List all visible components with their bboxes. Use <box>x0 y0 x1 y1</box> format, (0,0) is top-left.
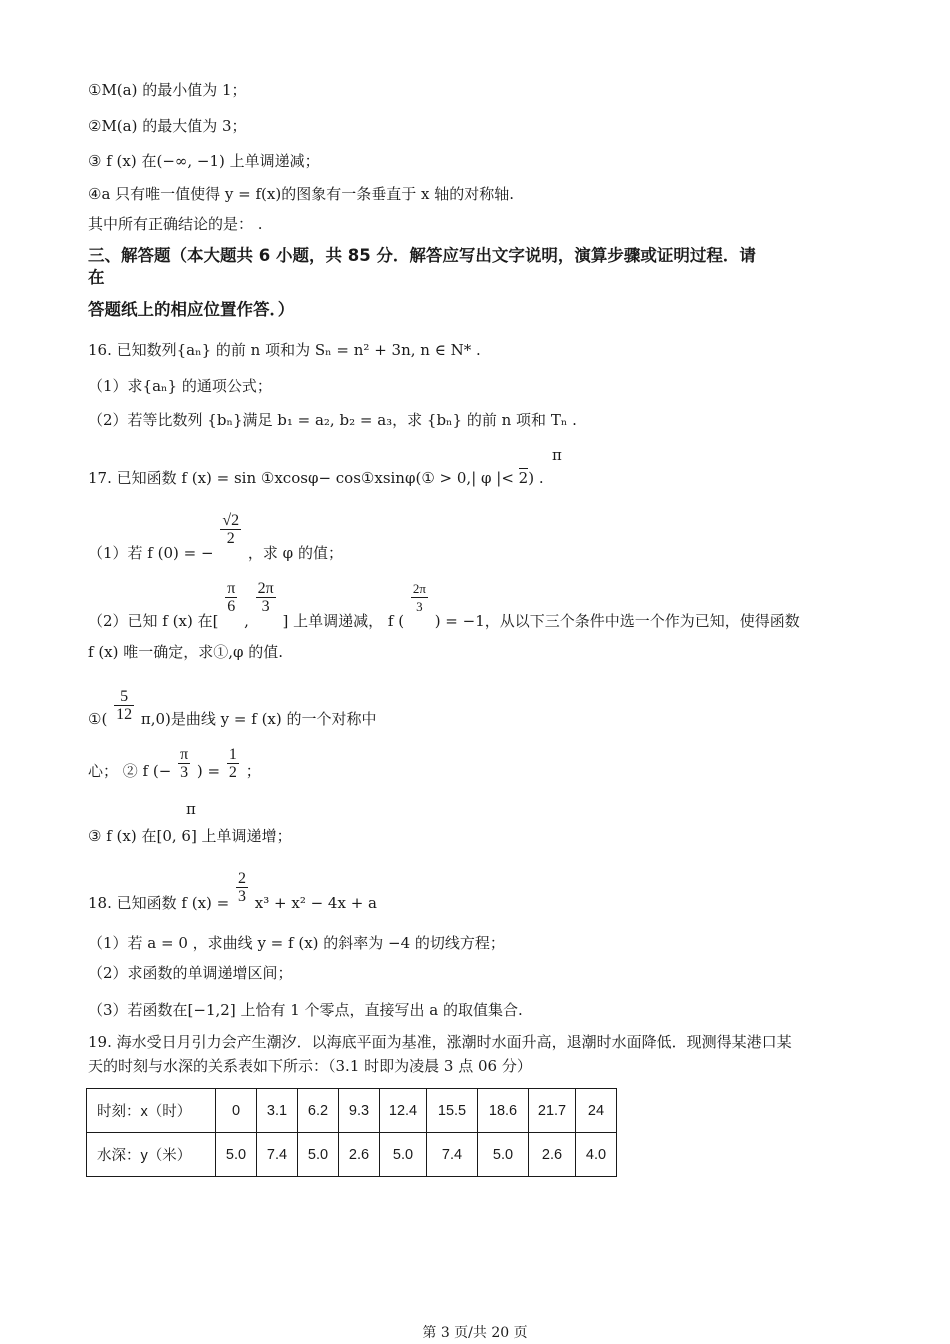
q17-c1-pre: ①( <box>88 709 108 728</box>
q16-part1: （1）求{aₙ} 的通项公式； <box>88 377 272 395</box>
page-footer: 第 3 页/共 20 页 <box>422 1325 528 1341</box>
table-cell: 4.0 <box>576 1133 617 1177</box>
q17-stem-end: ) . <box>528 469 544 487</box>
table-row <box>87 1089 617 1133</box>
table-cell: 2.6 <box>339 1133 380 1177</box>
q17-p2-sep: , <box>244 611 249 630</box>
table-cell: 7.4 <box>427 1133 478 1177</box>
q18-fraction <box>236 870 248 905</box>
q19-stem-line2: 天的时刻与水深的关系表如下所示：（3.1 时即为凌晨 3 点 06 分） <box>88 1057 532 1075</box>
q19-stem-line1: 19. 海水受日月引力会产生潮汐．以海底平面为基准，涨潮时水面升高，退潮时水面降低．现测得某港口某 <box>88 1033 792 1051</box>
q17-part2 <box>88 580 800 630</box>
q17-c2-den: 3 <box>180 764 189 781</box>
q17-p1-pre: （1）若 f (0) = − <box>88 543 214 562</box>
q17-c2-fraction <box>178 746 190 781</box>
table-cell: 6.2 <box>298 1089 339 1133</box>
statement-3: ③ f (x) 在(−∞, −1) 上单调递减； <box>88 152 320 170</box>
q17-p2-b-num: 2π <box>257 580 274 597</box>
q17-p2-a-num: π <box>227 580 236 597</box>
q17-c2-rnum: 1 <box>228 746 237 763</box>
q18-part2: （2）求函数的单调递增区间； <box>88 964 293 982</box>
table-header-depth: 水深：y（米） <box>87 1133 216 1177</box>
q16-stem: 16. 已知数列{aₙ} 的前 n 项和为 Sₙ = n² + 3n, n ∈ N* . <box>88 341 481 359</box>
table-cell: 24 <box>576 1089 617 1133</box>
section-heading-line2: 在 <box>88 268 105 287</box>
q16-part2: （2）若等比数列 {bₙ}满足 b₁ = a₂, b₂ = a₃，求 {bₙ} 的前 n 项和 Tₙ . <box>88 411 577 429</box>
q17-part1 <box>88 512 343 562</box>
q17-p2-frac-c <box>411 580 428 615</box>
q17-c2-mid: ) = <box>196 761 221 780</box>
q17-condition1 <box>88 688 377 732</box>
q17-p2-frac-a <box>225 580 237 615</box>
section-heading-line1: 三、解答题（本大题共 6 小题，共 85 分．解答应写出文字说明，演算步骤或证明过程．请 <box>88 246 756 265</box>
q17-p1-den: 2 <box>226 530 235 547</box>
table-cell: 5.0 <box>380 1133 427 1177</box>
q17-pi-numerator: π <box>552 446 562 464</box>
q17-p2-a-den: 6 <box>227 598 236 615</box>
q17-p2-end: ) = −1，从以下三个条件中选一个作为已知，使得函数 <box>434 611 800 630</box>
table-cell: 12.4 <box>380 1089 427 1133</box>
table-cell: 3.1 <box>257 1089 298 1133</box>
tide-table <box>86 1088 617 1177</box>
q17-p2-mid: ] 上单调递减， f ( <box>282 611 405 630</box>
table-cell: 2.6 <box>529 1133 576 1177</box>
q17-c2-rden: 2 <box>228 764 237 781</box>
q17-c1-den: 12 <box>116 706 133 723</box>
q17-stem-text: 17. 已知函数 f (x) = sin ①xcosφ− cos①xsinφ(① > 0,| φ |< <box>88 469 519 487</box>
table-cell: 5.0 <box>298 1133 339 1177</box>
q17-c2-end: ； <box>245 761 261 780</box>
q17-stem-denominator: 2 <box>518 469 529 487</box>
table-cell: 7.4 <box>257 1133 298 1177</box>
q18-stem-post: x³ + x² − 4x + a <box>254 893 377 912</box>
table-cell: 9.3 <box>339 1089 380 1133</box>
table-cell: 5.0 <box>216 1133 257 1177</box>
q17-p2-frac-b <box>256 580 276 615</box>
table-cell: 5.0 <box>478 1133 529 1177</box>
q17-c2-num: π <box>180 746 189 763</box>
q17-condition2 <box>88 746 261 790</box>
table-cell: 21.7 <box>529 1089 576 1133</box>
q17-c1-num: 5 <box>114 688 134 706</box>
statement-4: ④a 只有唯一值使得 y = f(x)的图象有一条垂直于 x 轴的对称轴. <box>88 185 514 203</box>
table-header-time: 时刻：x（时） <box>87 1089 216 1133</box>
q17-part2-line2: f (x) 唯一确定，求①,φ 的值. <box>88 643 284 661</box>
q18-den: 3 <box>238 888 246 905</box>
q17-c2-pre: 心； ② f (− <box>88 761 172 780</box>
q18-part3: （3）若函数在[−1,2] 上恰有 1 个零点，直接写出 a 的取值集合. <box>88 1001 523 1019</box>
q17-p2-c-den: 3 <box>416 599 423 614</box>
q17-c2-result-fraction <box>227 746 239 781</box>
q17-p2-pre: （2）已知 f (x) 在[ <box>88 611 219 630</box>
q17-c1-post: π,0)是曲线 y = f (x) 的一个对称中 <box>140 709 377 728</box>
q17-p2-b-den: 3 <box>261 598 270 615</box>
q17-stem <box>88 468 544 488</box>
statement-2: ②M(a) 的最大值为 3； <box>88 117 247 135</box>
section-heading-line3: 答题纸上的相应位置作答．） <box>88 300 295 319</box>
q17-p1-post: ，求 φ 的值； <box>247 543 343 562</box>
answer-blank-line: 其中所有正确结论的是： . <box>88 215 263 233</box>
q18-stem <box>88 870 377 914</box>
q17-p2-c-num: 2π <box>412 581 426 596</box>
q18-num: 2 <box>238 870 246 887</box>
statement-1: ①M(a) 的最小值为 1； <box>88 81 247 99</box>
table-cell: 0 <box>216 1089 257 1133</box>
table-cell: 18.6 <box>478 1089 529 1133</box>
q17-condition3: ③ f (x) 在[0, 6] 上单调递增； <box>88 827 292 845</box>
table-row <box>87 1133 617 1177</box>
q17-p1-fraction <box>220 512 241 547</box>
q18-stem-pre: 18. 已知函数 f (x) = <box>88 893 230 912</box>
table-cell: 15.5 <box>427 1089 478 1133</box>
q17-p1-num: √2 <box>222 512 240 529</box>
q17-c3-pi: π <box>186 800 196 818</box>
q17-c1-fraction <box>114 688 134 723</box>
q18-part1: （1）若 a = 0 ，求曲线 y = f (x) 的斜率为 −4 的切线方程； <box>88 934 505 952</box>
